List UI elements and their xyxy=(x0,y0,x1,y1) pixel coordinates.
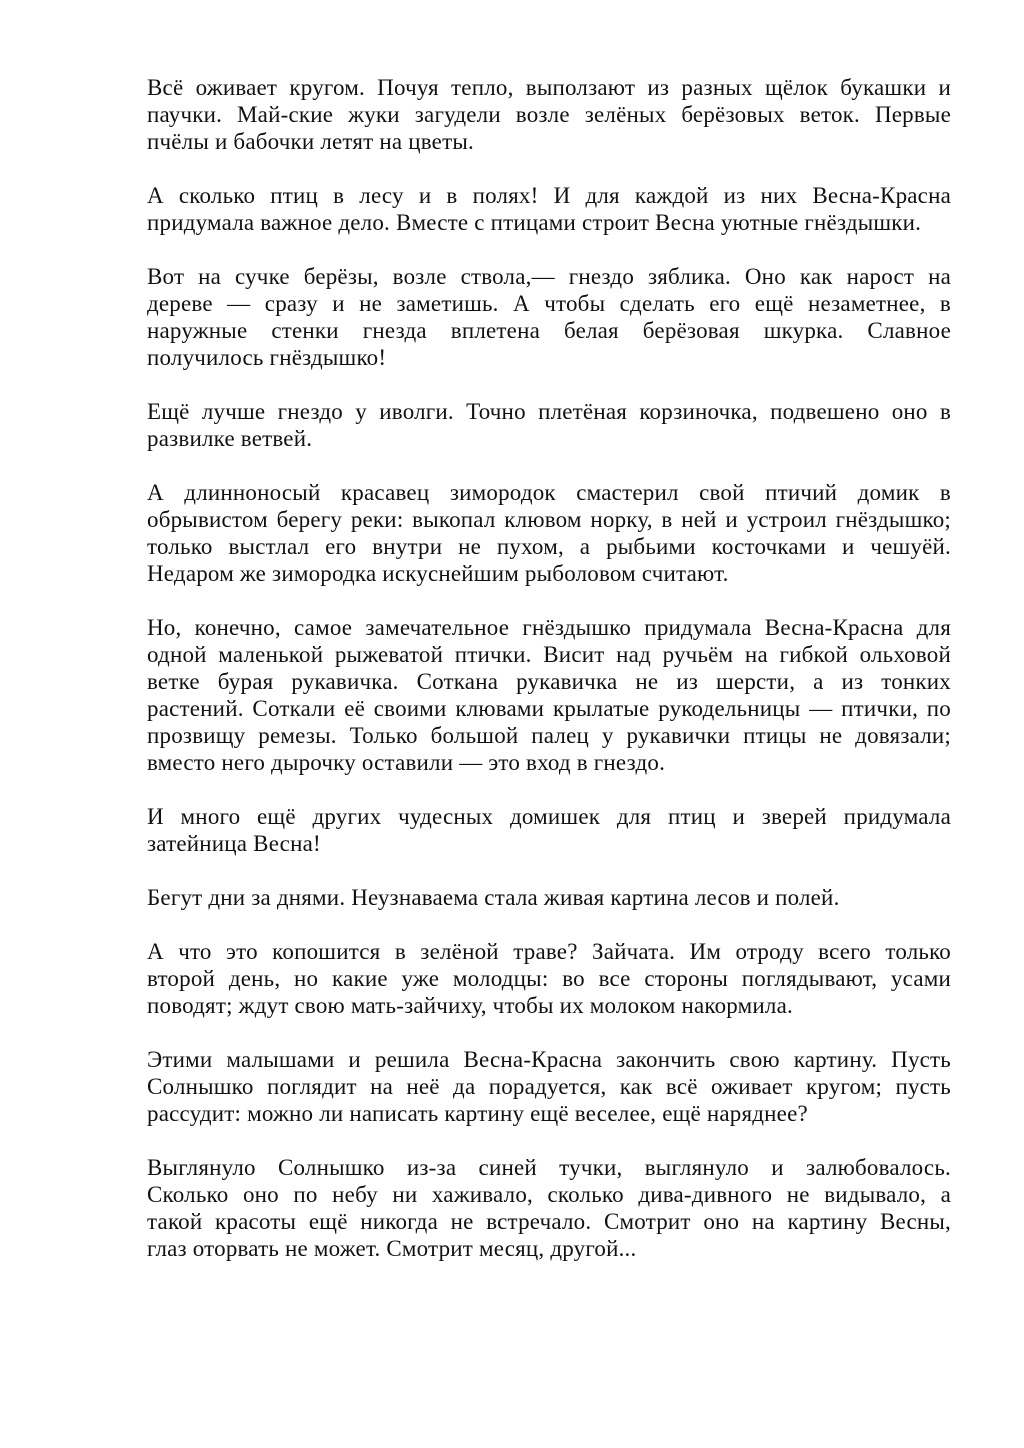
paragraph xyxy=(147,938,951,1019)
paragraph xyxy=(147,263,951,371)
text-line: обрывистом берегу реки: выкопал клювом норку, в ней и устроил гнёздышко; xyxy=(147,507,951,532)
paragraph xyxy=(147,614,951,776)
paragraph xyxy=(147,182,951,236)
text-line: Бегут дни за днями. Неузнаваема стала живая картина лесов и полей. xyxy=(147,885,840,910)
text-line: только выстлал его внутри не пухом, а рыбьими косточками и чешуёй. xyxy=(147,534,951,559)
text-line: Ещё лучше гнездо у иволги. Точно плетёная корзиночка, подвешено оно в xyxy=(147,399,951,424)
paragraph xyxy=(147,884,951,911)
text-line: паучки. Май-ские жуки загудели возле зелёных берёзовых веток. Первые xyxy=(147,102,951,127)
text-line: глаз оторвать не может. Смотрит месяц, другой... xyxy=(147,1236,637,1261)
text-line: Выглянуло Солнышко из-за синей тучки, выглянуло и залюбовалось. xyxy=(147,1155,951,1180)
text-line: Вот на сучке берёзы, возле ствола,— гнездо зяблика. Оно как нарост на xyxy=(147,264,951,289)
text-line: такой красоты ещё никогда не встречало. Смотрит оно на картину Весны, xyxy=(147,1209,951,1234)
text-line: поводят; ждут свою мать-зайчиху, чтобы их молоком накормила. xyxy=(147,993,793,1018)
paragraph xyxy=(147,1154,951,1262)
text-line: Но, конечно, самое замечательное гнёздышко придумала Весна-Красна для xyxy=(147,615,951,640)
text-line: А длинноносый красавец зимородок смастерил свой птичий домик в xyxy=(147,480,951,505)
text-line: пчёлы и бабочки летят на цветы. xyxy=(147,129,474,154)
text-line: наружные стенки гнезда вплетена белая берёзовая шкурка. Славное xyxy=(147,318,951,343)
paragraph xyxy=(147,479,951,587)
paragraph xyxy=(147,1046,951,1127)
text-line: развилке ветвей. xyxy=(147,426,313,451)
text-line: прозвищу ремезы. Только большой палец у рукавички птицы не довязали; xyxy=(147,723,951,748)
text-line: А что это копошится в зелёной траве? Зайчата. Им отроду всего только xyxy=(147,939,951,964)
text-line: рассудит: можно ли написать картину ещё веселее, ещё наряднее? xyxy=(147,1101,808,1126)
text-line: ветке бурая рукавичка. Соткана рукавичка не из шерсти, а из тонких xyxy=(147,669,951,694)
paragraph xyxy=(147,803,951,857)
text-line: затейница Весна! xyxy=(147,831,321,856)
text-line: растений. Соткали её своими клювами крылатые рукодельницы — птички, по xyxy=(147,696,951,721)
text-line: Всё оживает кругом. Почуя тепло, выползают из разных щёлок букашки и xyxy=(147,75,951,100)
text-line: Этими малышами и решила Весна-Красна закончить свою картину. Пусть xyxy=(147,1047,951,1072)
text-line: второй день, но какие уже молодцы: во все стороны поглядывают, усами xyxy=(147,966,951,991)
paragraph xyxy=(147,74,951,155)
text-line: А сколько птиц в лесу и в полях! И для каждой из них Весна-Красна xyxy=(147,183,951,208)
text-line: получилось гнёздышко! xyxy=(147,345,387,370)
text-line: Солнышко поглядит на неё да порадуется, как всё оживает кругом; пусть xyxy=(147,1074,951,1099)
text-line: вместо него дырочку оставили — это вход в гнездо. xyxy=(147,750,666,775)
text-line: придумала важное дело. Вместе с птицами строит Весна уютные гнёздышки. xyxy=(147,210,922,235)
document-page xyxy=(147,74,951,1289)
text-line: Сколько оно по небу ни хаживало, сколько дива-дивного не видывало, а xyxy=(147,1182,951,1207)
text-line: Недаром же зимородка искуснейшим рыболовом считают. xyxy=(147,561,729,586)
text-line: И много ещё других чудесных домишек для птиц и зверей придумала xyxy=(147,804,951,829)
text-line: дереве — сразу и не заметишь. А чтобы сделать его ещё незаметнее, в xyxy=(147,291,951,316)
text-line: одной маленькой рыжеватой птички. Висит над ручьём на гибкой ольховой xyxy=(147,642,951,667)
paragraph xyxy=(147,398,951,452)
